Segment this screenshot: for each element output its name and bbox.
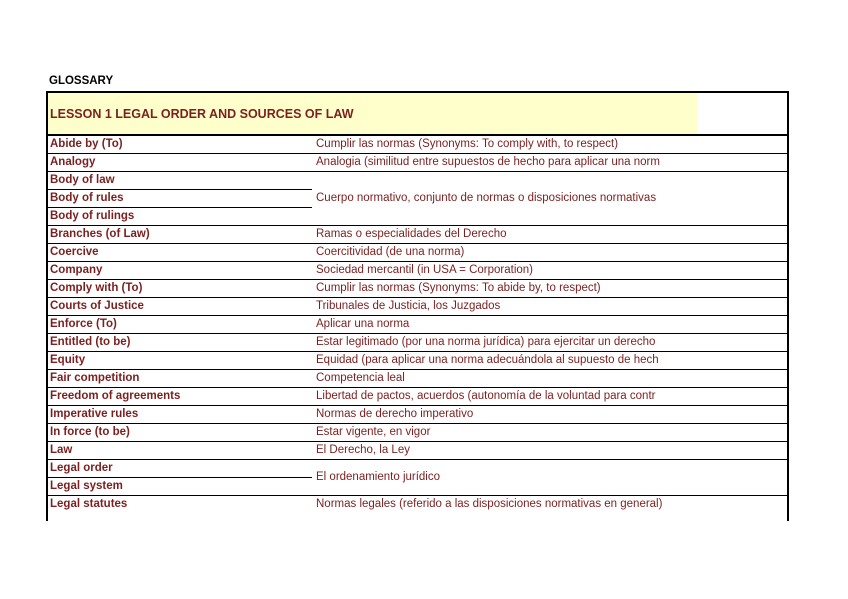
- glossary-row: [48, 298, 787, 316]
- term-text: Branches (of Law): [50, 228, 150, 240]
- translation-text: Tribunales de Justicia, los Juzgados: [316, 300, 501, 312]
- term-text: Body of rulings: [50, 210, 135, 222]
- translation-text: Equidad (para aplicar una norma adecuándola al supuesto de hech: [316, 354, 659, 366]
- glossary-row: [48, 154, 787, 172]
- term-text: Courts of Justice: [50, 300, 144, 312]
- term-cell: [48, 370, 312, 387]
- term-cell: [48, 388, 312, 405]
- translation-text: Libertad de pactos, acuerdos (autonomía de la voluntad para contr: [316, 390, 656, 402]
- glossary-row: [48, 316, 787, 334]
- translation-text: Coercitividad (de una norma): [316, 246, 465, 258]
- lesson-header-row: [48, 93, 787, 136]
- term-cell: [48, 406, 312, 423]
- term-cell: [48, 496, 312, 513]
- term-cell: [48, 334, 312, 351]
- glossary-row: [48, 334, 787, 352]
- term-cell: [48, 172, 312, 225]
- term-cell: [48, 226, 312, 243]
- glossary-row: [48, 442, 787, 460]
- table-border-right: [787, 91, 789, 521]
- term-text: Body of law: [50, 174, 115, 186]
- glossary-table: [46, 91, 790, 521]
- glossary-row: [48, 136, 787, 154]
- term-text: Imperative rules: [50, 408, 139, 420]
- glossary-row: [48, 226, 787, 244]
- translation-text: Estar vigente, en vigor: [316, 426, 431, 438]
- term-text: Law: [50, 444, 73, 456]
- translation-text: El Derecho, la Ley: [316, 444, 410, 456]
- term-cell: [48, 352, 312, 369]
- term-text: Entitled (to be): [50, 336, 131, 348]
- glossary-row: [48, 424, 787, 442]
- term-cell: [48, 424, 312, 441]
- translation-text: Aplicar una norma: [316, 318, 410, 330]
- glossary-row: [48, 280, 787, 298]
- glossary-row: [48, 172, 787, 226]
- term-cell: [48, 316, 312, 333]
- term-text: Coercive: [50, 246, 99, 258]
- term-text: Legal statutes: [50, 498, 128, 510]
- glossary-row: [48, 388, 787, 406]
- translation-text: Competencia leal: [316, 372, 405, 384]
- term-text: Analogy: [50, 156, 96, 168]
- glossary-row: [48, 460, 787, 496]
- term-text: Legal order: [50, 462, 113, 474]
- translation-text: Normas de derecho imperativo: [316, 408, 474, 420]
- term-text: Enforce (To): [50, 318, 117, 330]
- translation-text: Cumplir las normas (Synonyms: To abide by, to respect): [316, 282, 601, 294]
- term-text: Company: [50, 264, 103, 276]
- translation-text: Cumplir las normas (Synonyms: To comply with, to respect): [316, 138, 619, 150]
- translation-text: Sociedad mercantil (in USA = Corporation): [316, 264, 534, 276]
- translation-text: Ramas o especialidades del Derecho: [316, 228, 507, 240]
- term-text: Freedom of agreements: [50, 390, 181, 402]
- term-text: Legal system: [50, 480, 123, 492]
- lesson-title: LESSON 1 LEGAL ORDER AND SOURCES OF LAW: [50, 107, 354, 121]
- term-text: Equity: [50, 354, 86, 366]
- translation-text: Estar legitimado (por una norma jurídica) para ejercitar un derecho: [316, 336, 656, 348]
- glossary-row: [48, 244, 787, 262]
- term-text: In force (to be): [50, 426, 130, 438]
- glossary-row: [48, 370, 787, 388]
- term-text: Comply with (To): [50, 282, 143, 294]
- term-cell: [48, 244, 312, 261]
- glossary-heading: GLOSSARY: [49, 75, 114, 87]
- term-cell: [48, 154, 312, 171]
- term-cell: [48, 262, 312, 279]
- glossary-row: [48, 496, 787, 513]
- term-cell: [48, 136, 312, 153]
- glossary-rows: [48, 136, 787, 513]
- glossary-row: [48, 262, 787, 280]
- term-text: Abide by (To): [50, 138, 123, 150]
- term-cell: [48, 280, 312, 297]
- term-cell: [48, 460, 312, 495]
- term-cell: [48, 442, 312, 459]
- translation-text: Analogia (similitud entre supuestos de hecho para aplicar una norm: [316, 156, 660, 168]
- translation-text: Normas legales (referido a las disposiciones normativas en general): [316, 498, 663, 510]
- translation-text: El ordenamiento jurídico: [316, 471, 441, 483]
- term-cell: [48, 298, 312, 315]
- glossary-row: [48, 352, 787, 370]
- term-text: Body of rules: [50, 192, 124, 204]
- glossary-row: [48, 406, 787, 424]
- term-text: Fair competition: [50, 372, 140, 384]
- translation-text: Cuerpo normativo, conjunto de normas o disposiciones normativas: [316, 192, 657, 204]
